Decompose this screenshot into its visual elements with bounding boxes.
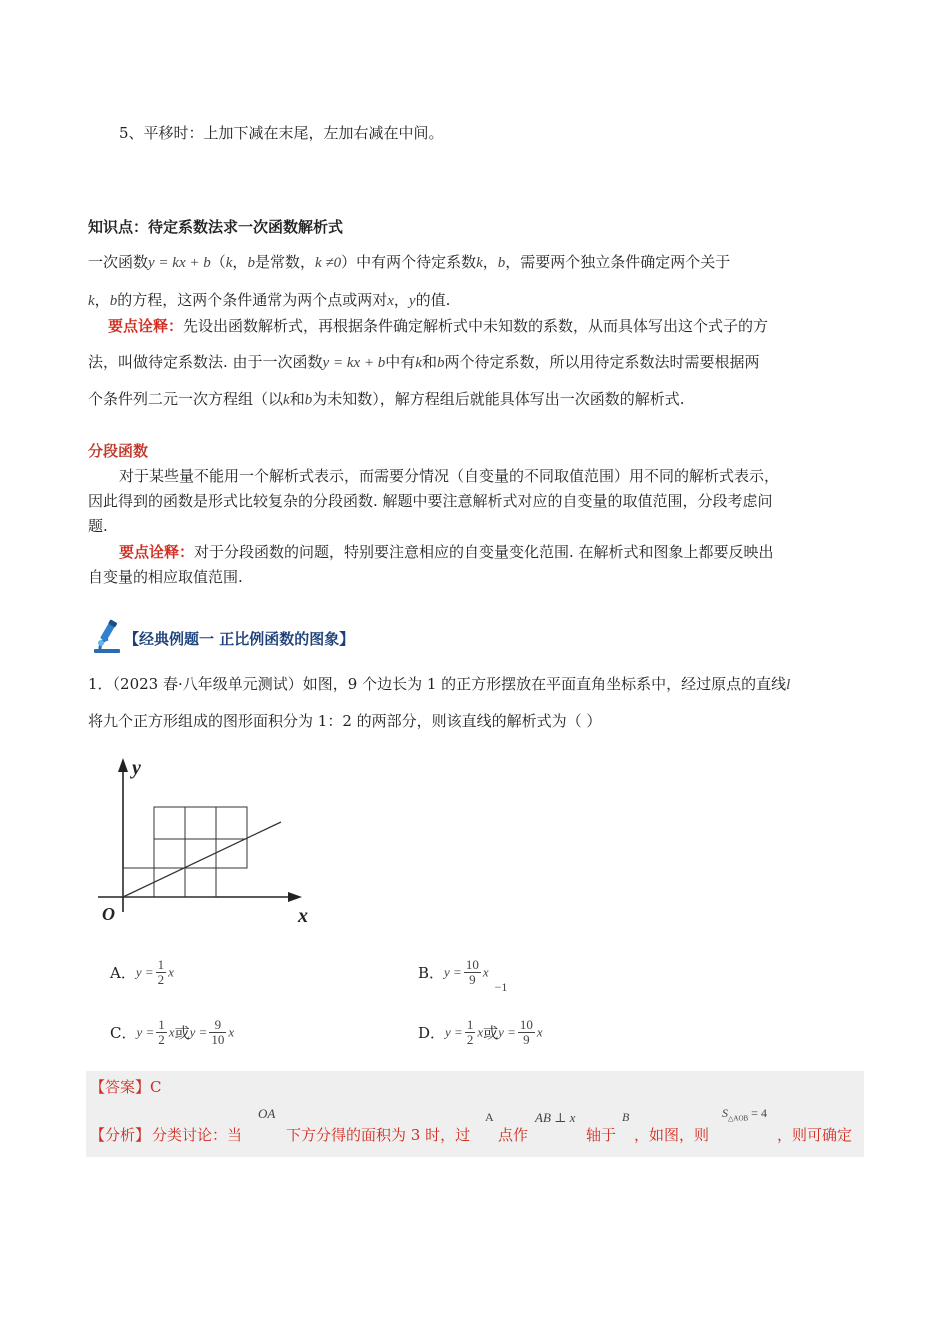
text: 轴于: [586, 1126, 617, 1144]
numerator: 1: [157, 957, 165, 972]
denominator: 9: [523, 1032, 530, 1047]
x-label: x: [298, 905, 308, 927]
text: 的值.: [415, 291, 451, 309]
text: ）中有两个待定系数: [341, 253, 477, 271]
fraction: [156, 1018, 167, 1047]
option-a[interactable]: [110, 958, 174, 987]
var-x: x: [482, 964, 489, 980]
constant: −1: [494, 979, 508, 994]
math-area: [722, 1106, 767, 1122]
numerator: 1: [158, 1017, 165, 1032]
denominator: 2: [157, 972, 165, 987]
text: 是常数，: [254, 253, 315, 271]
text: 下方分得的面积为 3 时，过: [286, 1126, 471, 1144]
piecewise-note-line-1: [119, 541, 774, 562]
note-label: 要点诠释：: [119, 543, 195, 561]
option-d[interactable]: [418, 1018, 543, 1047]
text: ，如图，则: [634, 1126, 710, 1144]
var-k: k: [88, 293, 95, 309]
condition: k ≠0: [314, 255, 342, 271]
text: ，需要两个独立条件确定两个关于: [505, 253, 731, 271]
answer-line: [90, 1076, 162, 1097]
var-b: b: [497, 255, 506, 271]
text: ，: [482, 253, 498, 271]
question-line-2: 将九个正方形组成的图形面积分为 1：2 的两部分，则该直线的解析式为（ ）: [88, 712, 602, 730]
text: 个条件列二元一次方程组（以: [88, 390, 284, 408]
x-axis-arrow: [288, 892, 302, 902]
or-text: 或: [174, 1024, 190, 1042]
option-label: A．: [110, 964, 136, 982]
text: 中有: [385, 353, 416, 371]
lhs: y =: [136, 1024, 155, 1040]
var-b: b: [436, 355, 445, 371]
area-s: S: [722, 1106, 728, 1120]
coordinate-figure: [88, 752, 328, 932]
example-heading: 【经典例题一 正比例函数的图象】: [124, 630, 355, 648]
text: ，: [232, 253, 248, 271]
text: 一次函数: [88, 253, 149, 271]
piecewise-line-1: 对于某些量不能用一个解析式表示，而需要分情况（自变量的不同取值范围）用不同的解析式表示，: [119, 467, 780, 485]
piecewise-line-3: 题.: [88, 517, 108, 535]
knowledge-title: 知识点：待定系数法求一次函数解析式: [88, 218, 344, 236]
text: 先设出函数解析式，再根据条件确定解析式中未知数的系数，从而具体写出这个式子的方: [183, 317, 769, 335]
origin-label: O: [102, 904, 115, 924]
knowledge-note-line-3: [88, 389, 684, 410]
text: ，则可确定: [777, 1126, 853, 1144]
var-b: b: [109, 293, 118, 309]
var-l: l: [786, 677, 791, 693]
text: 分类讨论：当: [152, 1126, 243, 1144]
numerator: 10: [519, 1017, 533, 1032]
denominator: 2: [466, 1032, 474, 1047]
piecewise-title: 分段函数: [88, 442, 149, 460]
denominator: 10: [211, 1032, 225, 1047]
knowledge-line-2: [88, 290, 450, 311]
fraction: [209, 1018, 226, 1047]
var-b: b: [247, 255, 255, 271]
equation: y = kx + b: [148, 255, 211, 271]
note-label: 要点诠释：: [108, 317, 184, 335]
denominator: 2: [158, 1032, 165, 1047]
equation: y = kx + b: [322, 355, 386, 371]
var-x: x: [387, 293, 394, 309]
var-k: k: [225, 255, 233, 271]
option-label: C．: [110, 1024, 137, 1042]
var-y: y: [408, 293, 416, 309]
knowledge-line-1: [88, 252, 730, 273]
text: 为未知数），解方程组后就能具体写出一次函数的解析式.: [312, 390, 685, 408]
text: 和: [421, 353, 437, 371]
option-c[interactable]: [110, 1018, 234, 1047]
area-sub: △AOB: [728, 1114, 749, 1123]
fraction: [518, 1018, 535, 1047]
var-x: x: [168, 964, 174, 980]
text: ，: [393, 291, 409, 309]
answer-label: 【答案】: [90, 1078, 151, 1096]
var-x: x: [168, 1024, 175, 1040]
question-line-1: [88, 674, 790, 695]
square-grid: [123, 807, 247, 897]
var-k: k: [283, 392, 290, 408]
intro-item-5: 5、平移时：上加下减在末尾，左加右减在中间。: [119, 124, 444, 142]
denominator: 9: [469, 972, 476, 987]
math-b: B: [622, 1110, 630, 1124]
var-x: x: [536, 1024, 543, 1040]
option-b[interactable]: [418, 957, 508, 994]
numerator: 1: [466, 1017, 474, 1032]
answer-value: C: [150, 1078, 162, 1096]
fraction: [464, 958, 481, 987]
text: （: [210, 253, 226, 271]
text: 的方程，这两个条件通常为两个点或两对: [117, 291, 388, 309]
line-l: [123, 822, 281, 897]
option-label: B．: [418, 964, 445, 982]
text: 点作: [498, 1126, 529, 1144]
text: ，: [94, 291, 110, 309]
math-oa: OA: [258, 1106, 276, 1121]
knowledge-note-line-2: [88, 352, 759, 373]
lhs: y =: [135, 964, 154, 980]
lhs: y =: [498, 1024, 516, 1040]
lhs: y =: [445, 1024, 463, 1040]
math-ab-perp: AB ⊥ x: [535, 1110, 576, 1125]
text: 1．（2023 春·八年级单元测试）如图，9 个边长为 1 的正方形摆放在平面直角坐标系中，经过原点的直线: [88, 675, 787, 693]
y-label: y: [132, 757, 141, 779]
var-b: b: [304, 392, 313, 408]
text: 两个待定系数，所以用待定系数法时需要根据两: [444, 353, 760, 371]
var-k: k: [476, 255, 483, 271]
var-x: x: [228, 1024, 235, 1040]
numerator: 10: [465, 957, 479, 972]
math-a: A: [485, 1110, 494, 1124]
piecewise-note-line-2: 自变量的相应取值范围.: [88, 568, 243, 586]
text: 对于分段函数的问题，特别要注意相应的自变量变化范围. 在解析式和图象上都要反映出: [194, 543, 774, 561]
knowledge-note-line-1: [108, 316, 768, 336]
var-x: x: [477, 1024, 484, 1040]
fraction: [465, 1018, 476, 1047]
text: 和: [289, 390, 305, 408]
y-axis-arrow: [118, 758, 128, 772]
or-text: 或: [483, 1024, 499, 1042]
fraction: [156, 958, 167, 987]
area-eq: = 4: [748, 1106, 767, 1120]
text: 法，叫做待定系数法. 由于一次函数: [88, 353, 323, 371]
var-k: k: [415, 355, 422, 371]
lhs: y =: [444, 964, 462, 980]
microscope-icon: [90, 619, 124, 659]
numerator: 9: [209, 1018, 226, 1033]
analysis-label: 【分析】: [90, 1126, 151, 1144]
option-label: D．: [418, 1024, 446, 1042]
lhs: y =: [189, 1024, 208, 1040]
piecewise-line-2: 因此得到的函数是形式比较复杂的分段函数. 解题中要注意解析式对应的自变量的取值范围，分段考虑问: [88, 492, 773, 510]
